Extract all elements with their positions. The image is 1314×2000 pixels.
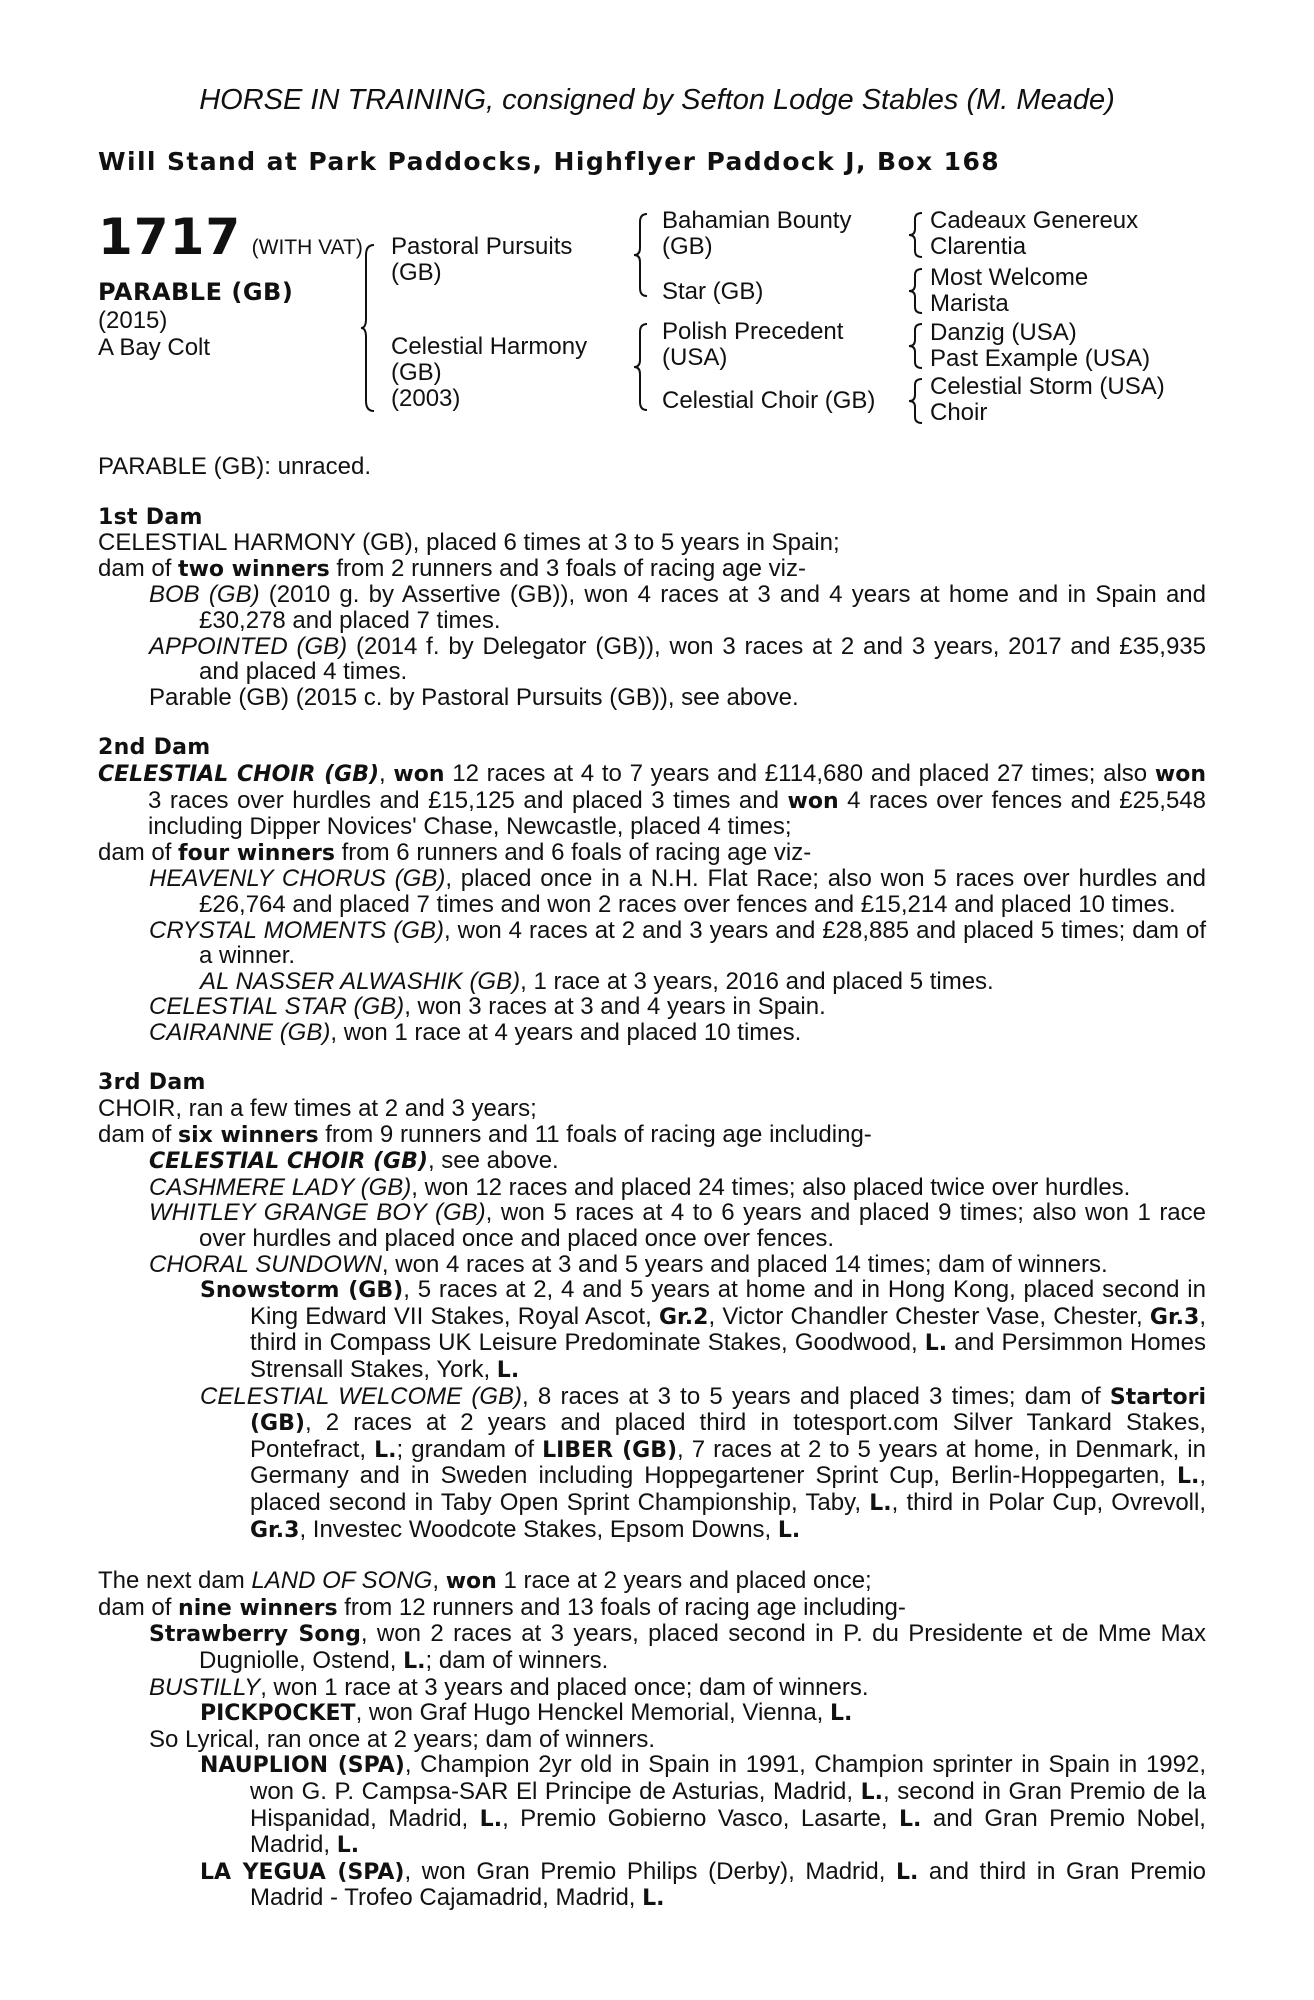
- pedigree-brace-sd: [908, 267, 926, 315]
- horse-year: (2015): [98, 307, 168, 334]
- produce-pickpocket: PICKPOCKET, won Graf Hugo Henckel Memorial, Vienna, L.: [200, 1699, 853, 1727]
- second-dam-heading: 2nd Dam: [98, 735, 211, 761]
- pedigree-notes: [98, 454, 1206, 1912]
- pedigree-dsd: Past Example (USA): [930, 345, 1151, 372]
- horse-name: PARABLE (GB): [98, 278, 294, 306]
- pedigree-brace-ds: [908, 322, 926, 370]
- produce-al-nasser-alwashik: AL NASSER ALWASHIK (GB), 1 race at 3 years, 2016 and placed 5 times.: [200, 967, 994, 995]
- third-dam-produce: dam of six winners from 9 runners and 11 foals of racing age including-: [98, 1120, 872, 1148]
- pedigree-ddd: Choir: [930, 399, 988, 426]
- second-dam-produce: dam of four winners from 6 runners and 6 foals of racing age viz-: [98, 838, 812, 866]
- produce-so-lyrical: So Lyrical, ran once at 2 years; dam of winners.: [149, 1725, 656, 1753]
- stand-location: Will Stand at Park Paddocks, Highflyer Paddock J, Box 168: [98, 147, 1001, 176]
- first-dam-heading: 1st Dam: [98, 504, 203, 530]
- produce-celestial-choir: CELESTIAL CHOIR (GB), see above.: [149, 1147, 559, 1175]
- produce-crystal-moments: CRYSTAL MOMENTS (GB), won 4 races at 2 and 3 years and £28,885 and placed 5 times; dam of a winner.: [149, 916, 1207, 970]
- produce-bob: BOB (GB) (2010 g. by Assertive (GB)), won 4 races at 3 and 4 years at home and in Spain and £30,278 and placed 7 times.: [149, 581, 1206, 634]
- second-dam-summary: CELESTIAL CHOIR (GB), won 12 races at 4 to 7 years and £114,680 and placed 27 times; also won 3 races over hurdles and £15,125 and placed 3 times and won 4 races over fences and £25,548 including Dipper Novices' Chase, Newcastle, placed 4 times;: [98, 759, 1207, 841]
- pedigree-sire-dam: Star (GB): [662, 278, 764, 305]
- pedigree-sss: Cadeaux Genereux: [930, 207, 1139, 234]
- produce-choral-sundown: CHORAL SUNDOWN, won 4 races at 3 and 5 years and placed 14 times; dam of winners.: [149, 1250, 1108, 1278]
- pedigree-brace-dam: [633, 322, 653, 412]
- produce-la-yegua: LA YEGUA (SPA), won Gran Premio Philips (Derby), Madrid, L. and third in Gran Premio Madrid - Trofeo Cajamadrid, Madrid, L.: [200, 1857, 1206, 1912]
- horse-description: A Bay Colt: [98, 334, 211, 361]
- produce-snowstorm: Snowstorm (GB), 5 races at 2, 4 and 5 years at home and in Hong Kong, placed second in King Edward VII Stakes, Royal Ascot, Gr.2, Victor Chandler Chester Vase, Chester, Gr.3, third in Compass UK Leisure Predominate Stakes, Goodwood, L. and Persimmon Homes Strensall Stakes, York, L.: [200, 1276, 1206, 1383]
- produce-nauplion: NAUPLION (SPA), Champion 2yr old in Spain in 1991, Champion sprinter in Spain in 1992, won G. P. Campsa-SAR El Principe de Asturias, Madrid, L., second in Gran Premio de la Hispanidad, Madrid, L., Premio Gobierno Vasco, Lasarte, L. and Gran Premio Nobel, Madrid, L.: [200, 1751, 1207, 1859]
- third-dam-heading: 3rd Dam: [98, 1070, 206, 1096]
- pedigree-sire-sire: Bahamian Bounty (GB): [662, 207, 852, 260]
- produce-appointed: APPOINTED (GB) (2014 f. by Delegator (GB)), won 3 races at 2 and 3 years, 2017 and £35,935 and placed 4 times.: [149, 632, 1206, 686]
- next-dam-summary: The next dam LAND OF SONG, won 1 race at 2 years and placed once;: [98, 1567, 872, 1595]
- vat-note: (WITH VAT): [251, 236, 363, 259]
- pedigree-dam-sire: Polish Precedent (USA): [662, 318, 844, 371]
- produce-whitley-grange-boy: WHITLEY GRANGE BOY (GB), won 5 races at 4 to 6 years and placed 9 times; also won 1 race over hurdles and placed once and placed once over fences.: [149, 1199, 1207, 1253]
- pedigree-ssd: Clarentia: [930, 233, 1027, 260]
- produce-bustilly: BUSTILLY, won 1 race at 3 years and placed once; dam of winners.: [149, 1673, 869, 1701]
- pedigree-dam: Celestial Harmony (GB) (2003): [391, 333, 588, 412]
- produce-strawberry-song: Strawberry Song, won 2 races at 3 years, placed second in P. du Presidente et de Mme Max Dugniolle, Ostend, L.; dam of winners.: [149, 1620, 1206, 1674]
- pedigree-sire: Pastoral Pursuits (GB): [391, 233, 573, 286]
- lot-header: [98, 208, 363, 266]
- produce-heavenly-chorus: HEAVENLY CHORUS (GB), placed once in a N.H. Flat Race; also won 5 races over hurdles and £26,764 and placed 7 times and won 2 races over fences and £15,214 and placed 10 times.: [149, 865, 1206, 918]
- pedigree-brace-sire: [633, 212, 653, 298]
- pedigree-dam-dam: Celestial Choir (GB): [662, 387, 876, 414]
- next-dam-produce: dam of nine winners from 12 runners and 13 foals of racing age including-: [98, 1593, 906, 1621]
- produce-celestial-welcome: CELESTIAL WELCOME (GB), 8 races at 3 to 5 years and placed 3 times; dam of Startori (GB), 2 races at 2 years and placed third in totesport.com Silver Tankard Stakes, Pontefract, L.; grandam of LIBER (GB), 7 races at 2 to 5 years at home, in Denmark, in Germany and in Sweden including Hoppegartener Sprint Cup, Berlin-Hoppegarten, L., placed second in Taby Open Sprint Championship, Taby, L., third in Polar Cup, Ovrevoll, Gr.3, Investec Woodcote Stakes, Epsom Downs, L.: [200, 1382, 1206, 1543]
- pedigree-brace-dd: [908, 377, 926, 425]
- first-dam-summary: CELESTIAL HARMONY (GB), placed 6 times at 3 to 5 years in Spain;: [98, 529, 840, 557]
- produce-celestial-star: CELESTIAL STAR (GB), won 3 races at 3 and 4 years in Spain.: [149, 993, 826, 1021]
- pedigree-dss: Danzig (USA): [930, 319, 1077, 346]
- pedigree-brace-ss: [908, 211, 926, 259]
- first-dam-produce: dam of two winners from 2 runners and 3 foals of racing age viz-: [98, 554, 806, 582]
- pedigree-brace-main: [360, 243, 380, 413]
- unraced-note: PARABLE (GB): unraced.: [98, 453, 371, 480]
- pedigree-sds: Most Welcome: [930, 264, 1089, 291]
- consignment-title: HORSE IN TRAINING, consigned by Sefton Lodge Stables (M. Meade): [199, 84, 1115, 116]
- lot-number: 1717: [98, 208, 242, 266]
- third-dam-summary: CHOIR, ran a few times at 2 and 3 years;: [98, 1095, 537, 1123]
- pedigree-sdd: Marista: [930, 290, 1009, 317]
- produce-cairanne: CAIRANNE (GB), won 1 race at 4 years and placed 10 times.: [149, 1018, 802, 1046]
- produce-parable: Parable (GB) (2015 c. by Pastoral Pursuits (GB)), see above.: [149, 683, 799, 711]
- pedigree-dds: Celestial Storm (USA): [930, 373, 1165, 400]
- produce-cashmere-lady: CASHMERE LADY (GB), won 12 races and placed 24 times; also placed twice over hurdles.: [149, 1173, 1131, 1201]
